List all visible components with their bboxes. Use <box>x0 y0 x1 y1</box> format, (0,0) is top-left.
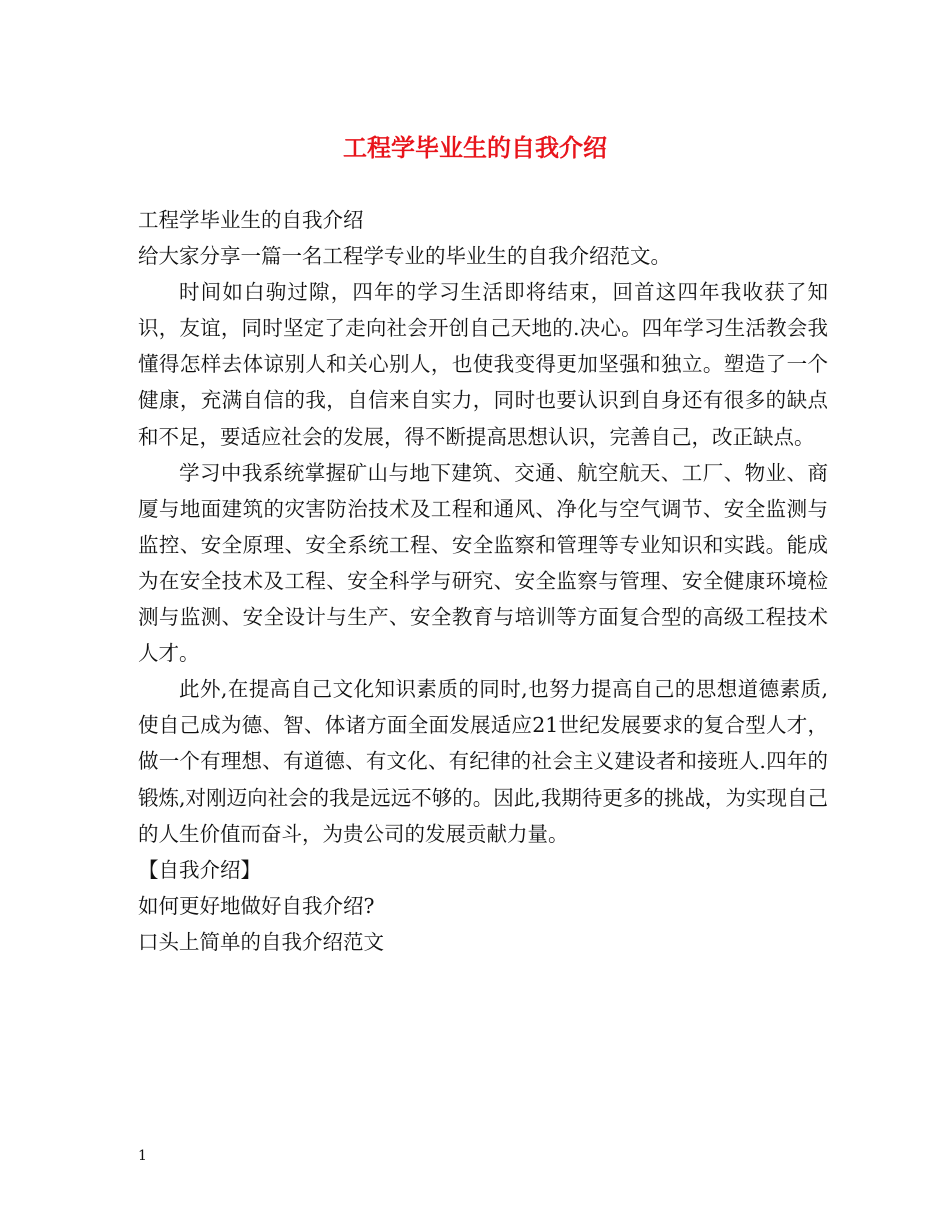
related-heading: 【自我介绍】 <box>138 857 261 882</box>
document-title: 工程学毕业生的自我介绍 <box>343 133 607 162</box>
paragraph-intro: 给大家分享一篇一名工程学专业的毕业生的自我介绍范文。 <box>138 244 671 269</box>
document-body <box>138 202 828 960</box>
paragraph-subtitle: 工程学毕业生的自我介绍 <box>138 208 364 232</box>
paragraph-study: 学习中我系统掌握矿山与地下建筑、交通、航空航天、工厂、物业、商厦与地面建筑的灾害防治技术及工程和通风、净化与空气调节、安全监测与监控、安全原理、安全系统工程、安全监察和管理等专业知识和实践。能成为在安全技术及工程、安全科学与研究、安全监察与管理、安全健康环境检测与监测、安全设计与生产、安全教育与培训等方面复合型的高级工程技术人才。 <box>138 460 828 666</box>
related-link-how-to: 如何更好地做好自我介绍? <box>138 893 375 918</box>
paragraph-reflection: 时间如白驹过隙，四年的学习生活即将结束，回首这四年我收获了知识，友谊，同时坚定了走向社会开创自己天地的.决心。四年学习生活教会我懂得怎样去体谅别人和关心别人，也使我变得更加坚强和独立。塑造了一个健康，充满自信的我，自信来自实力，同时也要认识到自身还有很多的缺点和不足，要适应社会的发展，得不断提高思想认识，完善自己，改正缺点。 <box>138 280 828 449</box>
related-link-oral-sample: 口头上简单的自我介绍范文 <box>138 929 384 954</box>
page-number: 1 <box>138 1148 147 1164</box>
paragraph-character: 此外,在提高自己文化知识素质的同时,也努力提高自己的思想道德素质,使自己成为德、智、体诸方面全面发展适应21世纪发展要求的复合型人才，做一个有理想、有道德、有文化、有纪律的社会主义建设者和接班人.四年的锻炼,对刚迈向社会的我是远远不够的。因此,我期待更多的挑战，为实现自己的人生价值而奋斗，为贵公司的发展贡献力量。 <box>138 677 828 846</box>
